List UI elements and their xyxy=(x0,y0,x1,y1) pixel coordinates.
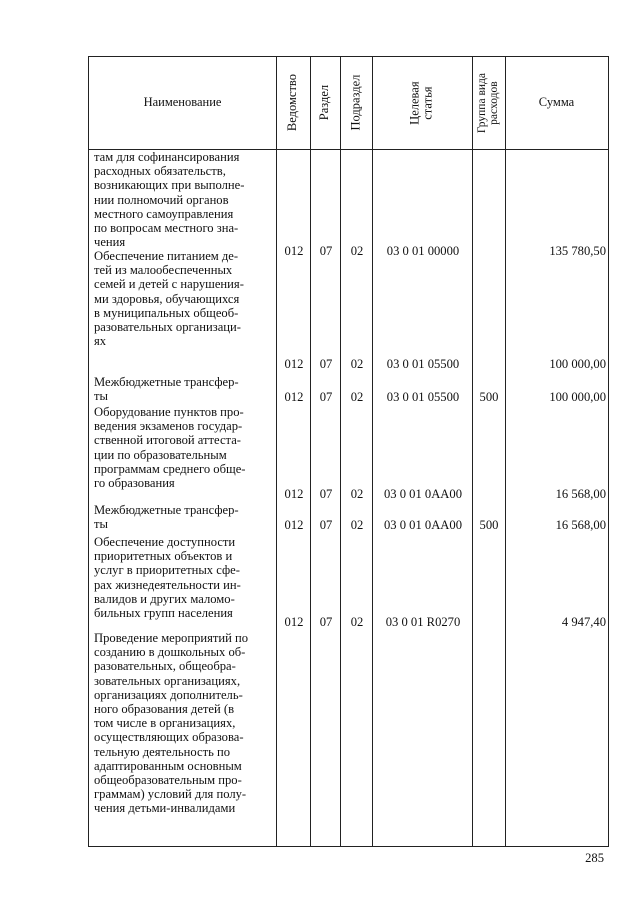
row-section: 07 xyxy=(319,518,333,532)
col-divider xyxy=(472,57,473,846)
row-name-line: разовательных, общеобра- xyxy=(94,659,236,674)
row-name-line: ного образования детей (в xyxy=(94,702,235,717)
col-divider xyxy=(310,57,311,846)
header-group-label xyxy=(476,73,500,133)
row-name-line: тельную деятельность по xyxy=(94,744,230,759)
header-sum xyxy=(505,57,608,149)
row-subsection: 02 xyxy=(350,357,364,371)
row-name-line: там для софинансирования xyxy=(94,150,240,164)
row-name-2 xyxy=(94,249,264,348)
header-target-line1: Целевая xyxy=(407,81,422,125)
budget-table xyxy=(88,56,609,847)
row-name-line: го образования xyxy=(94,476,175,491)
row-name-line: том числе в организациях, xyxy=(94,716,236,731)
row-subsection: 02 xyxy=(350,487,364,501)
row-group: 500 xyxy=(479,518,499,532)
header-dept-label: Ведомство xyxy=(285,74,300,132)
row-name-line: осуществляющих образова- xyxy=(94,730,244,745)
row-sum: 16 568,00 xyxy=(555,487,606,501)
row-dept: 012 xyxy=(284,390,304,404)
row-target: 03 0 01 05500 xyxy=(386,357,460,371)
col-divider xyxy=(372,57,373,846)
row-name-line: расходных обязательств, xyxy=(94,164,226,179)
row-sum: 16 568,00 xyxy=(555,518,606,532)
row-name-line: зовательных организациях, xyxy=(94,673,241,688)
row-name-line: ции по образовательным xyxy=(94,447,227,462)
row-name-line: семей и детей с нарушения- xyxy=(94,277,244,292)
row-name-line: тей из малообеспеченных xyxy=(94,263,233,278)
col-divider xyxy=(276,57,277,846)
header-section xyxy=(310,57,340,149)
row-name-1 xyxy=(94,150,264,249)
row-name-line: Проведение мероприятий по xyxy=(94,631,249,645)
header-group-line1: Группа вида xyxy=(476,72,489,134)
row-name-line: приоритетных объектов и xyxy=(94,549,233,564)
row-name-line: Оборудование пунктов про- xyxy=(94,405,244,419)
row-name-line: чения детьми-инвалидами xyxy=(94,801,236,816)
row-subsection: 02 xyxy=(350,390,364,404)
row-subsection: 02 xyxy=(350,615,364,629)
row-section: 07 xyxy=(319,390,333,404)
row-sum: 135 780,50 xyxy=(549,244,606,258)
row-dept: 012 xyxy=(284,615,304,629)
row-name-line: Обеспечение доступности xyxy=(94,535,236,549)
row-group: 500 xyxy=(479,390,499,404)
header-group xyxy=(472,57,505,149)
row-name-line: по вопросам местного зна- xyxy=(94,221,239,236)
row-name-4 xyxy=(94,405,264,490)
row-name-line: рах жизнедеятельности ин- xyxy=(94,577,241,592)
row-target: 03 0 01 0AA00 xyxy=(383,518,462,532)
header-name-label: Наименование xyxy=(143,95,222,110)
row-target: 03 0 01 05500 xyxy=(386,390,460,404)
row-name-line: бильных групп населения xyxy=(94,606,233,621)
row-dept: 012 xyxy=(284,357,304,371)
header-subsection-label: Подраздел xyxy=(348,75,363,131)
row-section: 07 xyxy=(319,244,333,258)
row-target: 03 0 01 R0270 xyxy=(385,615,461,629)
row-name-5 xyxy=(94,503,264,531)
row-name-line: ты xyxy=(94,517,108,532)
row-dept: 012 xyxy=(284,518,304,532)
row-name-line: адаптированным основным xyxy=(94,758,242,773)
row-name-line: ведения экзаменов государ- xyxy=(94,419,243,434)
row-name-3 xyxy=(94,375,264,403)
header-target-line2: статья xyxy=(421,86,435,120)
row-target: 03 0 01 00000 xyxy=(386,244,460,258)
row-name-line: нии полномочий органов xyxy=(94,192,229,207)
header-dept xyxy=(276,57,310,149)
row-name-line: ми здоровья, обучающихся xyxy=(94,291,240,306)
row-subsection: 02 xyxy=(350,244,364,258)
col-divider xyxy=(340,57,341,846)
row-name-line: Обеспечение питанием де- xyxy=(94,249,239,263)
row-name-line: услуг в приоритетных сфе- xyxy=(94,563,240,578)
header-section-label: Раздел xyxy=(317,85,332,121)
row-sum: 100 000,00 xyxy=(549,390,606,404)
row-subsection: 02 xyxy=(350,518,364,532)
row-dept: 012 xyxy=(284,487,304,501)
row-name-line: созданию в дошкольных об- xyxy=(94,645,246,660)
row-section: 07 xyxy=(319,615,333,629)
header-name xyxy=(89,57,276,149)
row-section: 07 xyxy=(319,487,333,501)
row-name-line: возникающих при выполне- xyxy=(94,178,245,193)
row-name-line: граммам) условий для полу- xyxy=(94,787,247,802)
header-subsection xyxy=(340,57,372,149)
row-dept: 012 xyxy=(284,244,304,258)
row-name-line: разовательных организаци- xyxy=(94,320,241,335)
row-name-line: ственной итоговой аттеста- xyxy=(94,433,241,448)
row-name-line: Межбюджетные трансфер- xyxy=(94,503,239,517)
row-sum: 4 947,40 xyxy=(561,615,606,629)
row-name-line: чения xyxy=(94,235,126,250)
row-name-line: общеобразовательным про- xyxy=(94,773,242,788)
row-target: 03 0 01 0AA00 xyxy=(383,487,462,501)
row-name-line: ях xyxy=(94,334,107,349)
row-section: 07 xyxy=(319,357,333,371)
header-group-line2: расходов xyxy=(488,81,501,125)
page-number: 285 xyxy=(585,851,604,865)
col-divider xyxy=(505,57,506,846)
row-name-line: в муниципальных общеоб- xyxy=(94,305,239,320)
row-name-line: организациях дополнитель- xyxy=(94,687,243,702)
header-target xyxy=(372,57,472,149)
row-name-line: валидов и других маломо- xyxy=(94,591,235,606)
header-sum-label: Сумма xyxy=(538,95,575,110)
row-name-6 xyxy=(94,535,264,620)
header-target-label xyxy=(409,81,435,124)
row-name-line: программам среднего обще- xyxy=(94,461,246,476)
row-name-7 xyxy=(94,631,264,816)
row-name-line: Межбюджетные трансфер- xyxy=(94,375,239,389)
row-name-line: местного самоуправления xyxy=(94,206,234,221)
row-name-line: ты xyxy=(94,389,108,404)
row-sum: 100 000,00 xyxy=(549,357,606,371)
